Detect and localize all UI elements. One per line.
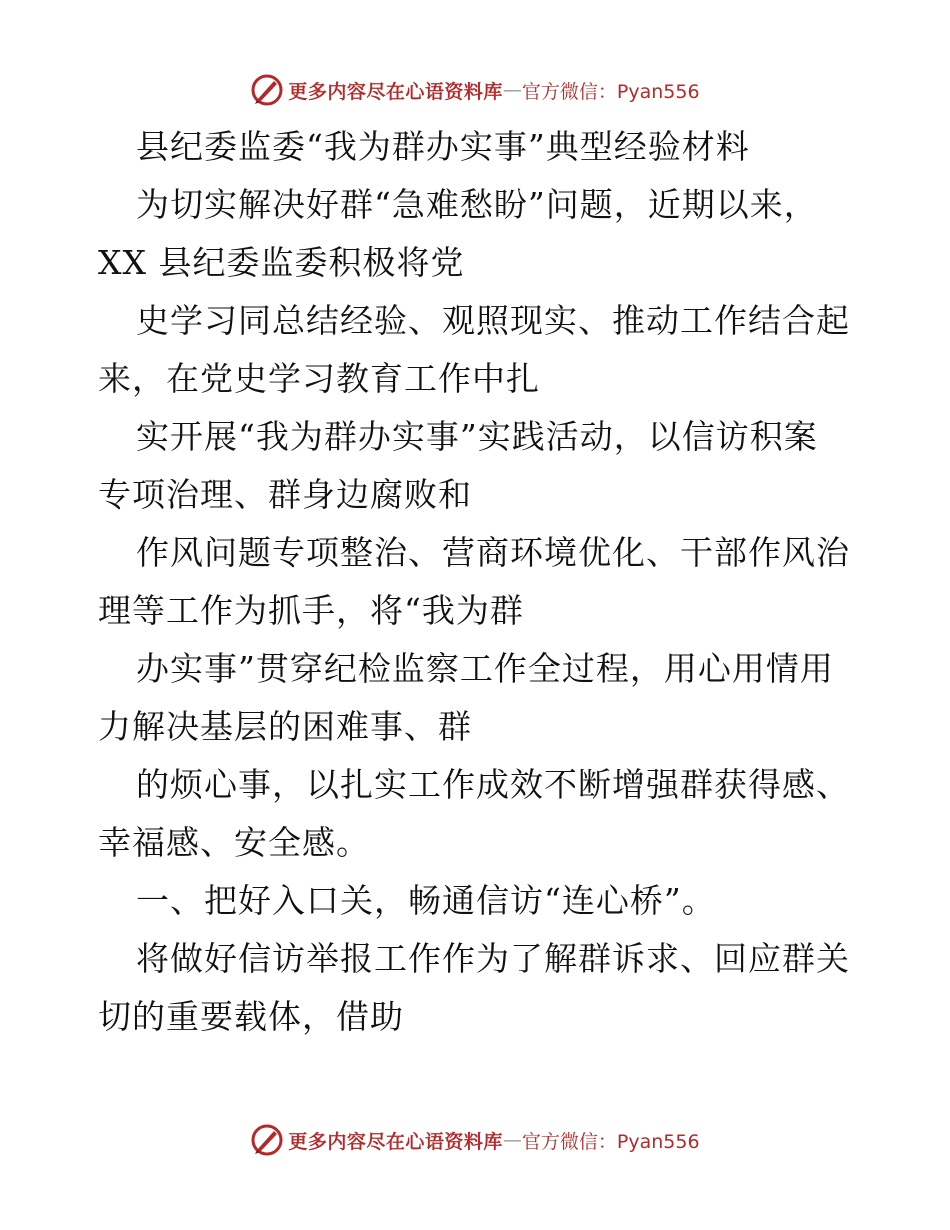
body-line: 幸福感、安全感。: [98, 823, 370, 862]
pen-circle-logo-icon: [250, 1123, 284, 1157]
body-line: 史学习同总结经验、观照现实、推动工作结合起: [136, 301, 850, 340]
watermark-text: 更多内容尽在心语资料库: [288, 1130, 503, 1153]
body-line: 办实事”贯穿纪检监察工作全过程，用心用情用: [136, 649, 834, 688]
body-line: XX 县纪委监委积极将党: [98, 243, 465, 282]
watermark-text: 更多内容尽在心语资料库: [288, 80, 503, 103]
body-line: 的烦心事，以扎实工作成效不断增强群获得感、: [136, 765, 850, 804]
body-line: 切的重要载体，借助: [98, 997, 404, 1036]
pen-circle-logo-icon: [250, 73, 284, 107]
watermark-wechat: 官方微信：Pyan556: [521, 1130, 700, 1153]
document-body: [98, 118, 858, 1046]
body-line: 专项治理、群身边腐败和: [98, 475, 472, 514]
header-watermark: [0, 70, 950, 110]
body-line: 实开展“我为群办实事”实践活动，以信访积案: [136, 417, 818, 456]
body-line: 力解决基层的困难事、群: [98, 707, 472, 746]
doc-title: 县纪委监委“我为群办实事”典型经验材料: [136, 127, 750, 166]
watermark-wechat: 官方微信：Pyan556: [521, 80, 700, 103]
body-line: 将做好信访举报工作作为了解群诉求、回应群关: [136, 939, 850, 978]
body-line: 来，在党史学习教育工作中扎: [98, 359, 540, 398]
watermark-dash: —: [502, 79, 522, 101]
body-line: 理等工作为抓手，将“我为群: [98, 591, 524, 630]
watermark-dash: —: [502, 1129, 522, 1151]
body-line: 为切实解决好群“急难愁盼”问题，近期以来，: [136, 185, 818, 224]
section-heading: 一、把好入口关，畅通信访“连心桥”。: [136, 881, 716, 920]
footer-watermark: [0, 1120, 950, 1160]
body-line: 作风问题专项整治、营商环境优化、干部作风治: [136, 533, 850, 572]
